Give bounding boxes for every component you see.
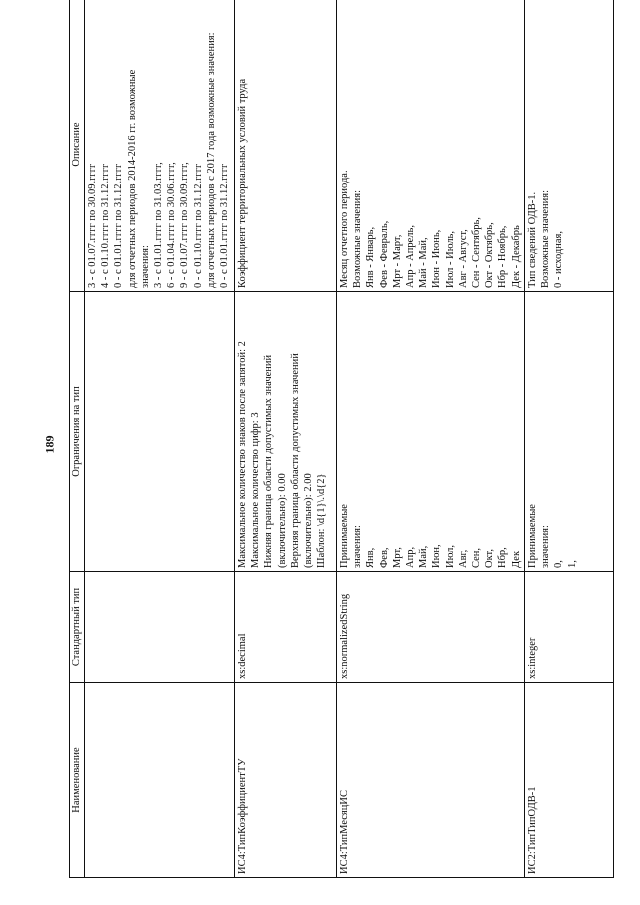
cell-line: Май, <box>418 545 430 568</box>
cell-line: (включительно): 2.00 <box>303 473 315 568</box>
cell-line: Сен, <box>471 547 483 568</box>
cell-name: ИС2:ТипТипОДВ-1 <box>525 683 614 878</box>
cell-line: 0 - исходная, <box>553 230 565 288</box>
cell-line: Июл - Июль, <box>444 231 456 288</box>
cell-line: 0 - с 01.10.гггг по 31.12.гггг <box>192 163 204 288</box>
cell-line: значения: <box>352 525 364 568</box>
cell-line: Тип сведений ОДВ-1. <box>527 191 538 288</box>
cell-line: Возможные значения: <box>352 189 364 288</box>
cell-line: 0 - с 01.01.гггг по 31.12.гггг <box>219 163 231 288</box>
cell-constraints <box>337 292 525 572</box>
cell-line: для отчетных периодов с 2017 года возможные значения: <box>205 32 217 288</box>
cell-line: Апр, <box>405 546 417 568</box>
cell-line: Нижняя граница области допустимых значений <box>263 354 275 568</box>
cell-line: Верхняя граница области допустимых значений <box>289 353 301 568</box>
rotated-page-content <box>69 26 614 878</box>
table-header-row <box>70 0 85 878</box>
cell-line: Июл, <box>444 544 456 568</box>
cell-constraints <box>235 292 337 572</box>
cell-name: ИС4:ТипКоэффициентТУ <box>235 683 337 878</box>
cell-line: Нбр - Ноябрь, <box>497 225 509 288</box>
cell-line: 1, <box>566 560 578 568</box>
cell-type: xs:decimal <box>235 572 337 683</box>
cell-name <box>85 683 235 878</box>
cell-line: Мрт, <box>391 547 403 568</box>
cell-line: Мрт - Март, <box>391 234 403 288</box>
cell-line: Янв - Январь, <box>365 226 377 288</box>
cell-description <box>337 0 525 292</box>
cell-constraints <box>525 292 614 572</box>
cell-line: 3 - с 01.01.гггг по 31.03.гггг, <box>153 162 165 288</box>
cell-line: Июн - Июнь, <box>431 229 443 288</box>
cell-line: Шаблон: \d{1}\.\d{2} <box>316 473 328 568</box>
cell-line: Максимальное количество знаков после запятой: 2 <box>237 341 248 568</box>
cell-line: Авг, <box>457 549 469 568</box>
cell-line: 0, <box>553 560 565 568</box>
cell-line: значения: <box>139 245 151 288</box>
header-name: Наименование <box>70 683 85 878</box>
cell-line: (включительно): 0.00 <box>276 473 288 568</box>
cell-line: Май - Май, <box>418 237 430 288</box>
cell-line: Принимаемые <box>527 504 538 568</box>
table-row <box>525 0 614 878</box>
cell-line: Июн, <box>431 544 443 568</box>
header-standard-type: Стандартный тип <box>70 572 85 683</box>
cell-description <box>525 0 614 292</box>
cell-line: 0 - с 01.01.гггг по 31.12.гггг <box>113 163 125 288</box>
cell-line: Месяц отчетного периода. <box>339 170 350 288</box>
header-description: Описание <box>70 0 85 292</box>
cell-type: xs:integer <box>525 572 614 683</box>
cell-name: ИС4:ТипМесяцИС <box>337 683 525 878</box>
cell-line: 4 - с 01.10.гггг по 31.12.гггг <box>100 163 112 288</box>
cell-line: для отчетных периодов 2014-2016 гг. возможные <box>126 69 138 288</box>
cell-line: Окт - Октябрь, <box>484 222 496 288</box>
cell-type: xs:normalizedString <box>337 572 525 683</box>
type-definitions-table <box>69 0 614 878</box>
cell-line: Окт, <box>484 549 496 568</box>
cell-line: Принимаемые <box>339 504 350 568</box>
cell-description <box>235 0 337 292</box>
cell-line: Фев - Февраль, <box>378 220 390 288</box>
cell-line: Дек - Декабрь <box>510 225 522 288</box>
cell-description <box>85 0 235 292</box>
cell-constraints <box>85 292 235 572</box>
cell-line: Нбр, <box>497 547 509 568</box>
cell-line: Дек <box>510 550 522 568</box>
cell-line: Фев, <box>378 547 390 568</box>
cell-line: Апр - Апрель, <box>405 225 417 288</box>
cell-line: Авг - Август, <box>457 229 469 288</box>
cell-line: 6 - с 01.04.гггг по 30.06.гггг, <box>166 162 178 288</box>
cell-line: 3 - с 01.07.гггг по 30.09.гггг <box>87 163 98 288</box>
cell-line: Максимальное количество цифр: 3 <box>250 412 262 568</box>
cell-line: 9 - с 01.07.гггг по 30.09.гггг, <box>179 162 191 288</box>
table-row <box>337 0 525 878</box>
header-constraints: Ограничения на тип <box>70 292 85 572</box>
cell-line: Коэффициент территориальных условий труда <box>237 78 248 288</box>
table-row <box>235 0 337 878</box>
cell-line: Сен - Сентябрь, <box>471 217 483 288</box>
cell-type <box>85 572 235 683</box>
cell-line: значения: <box>540 525 552 568</box>
cell-line: Возможные значения: <box>540 189 552 288</box>
page-number: 189 <box>42 435 57 454</box>
table-row <box>85 0 235 878</box>
cell-line: Янв, <box>365 547 377 568</box>
